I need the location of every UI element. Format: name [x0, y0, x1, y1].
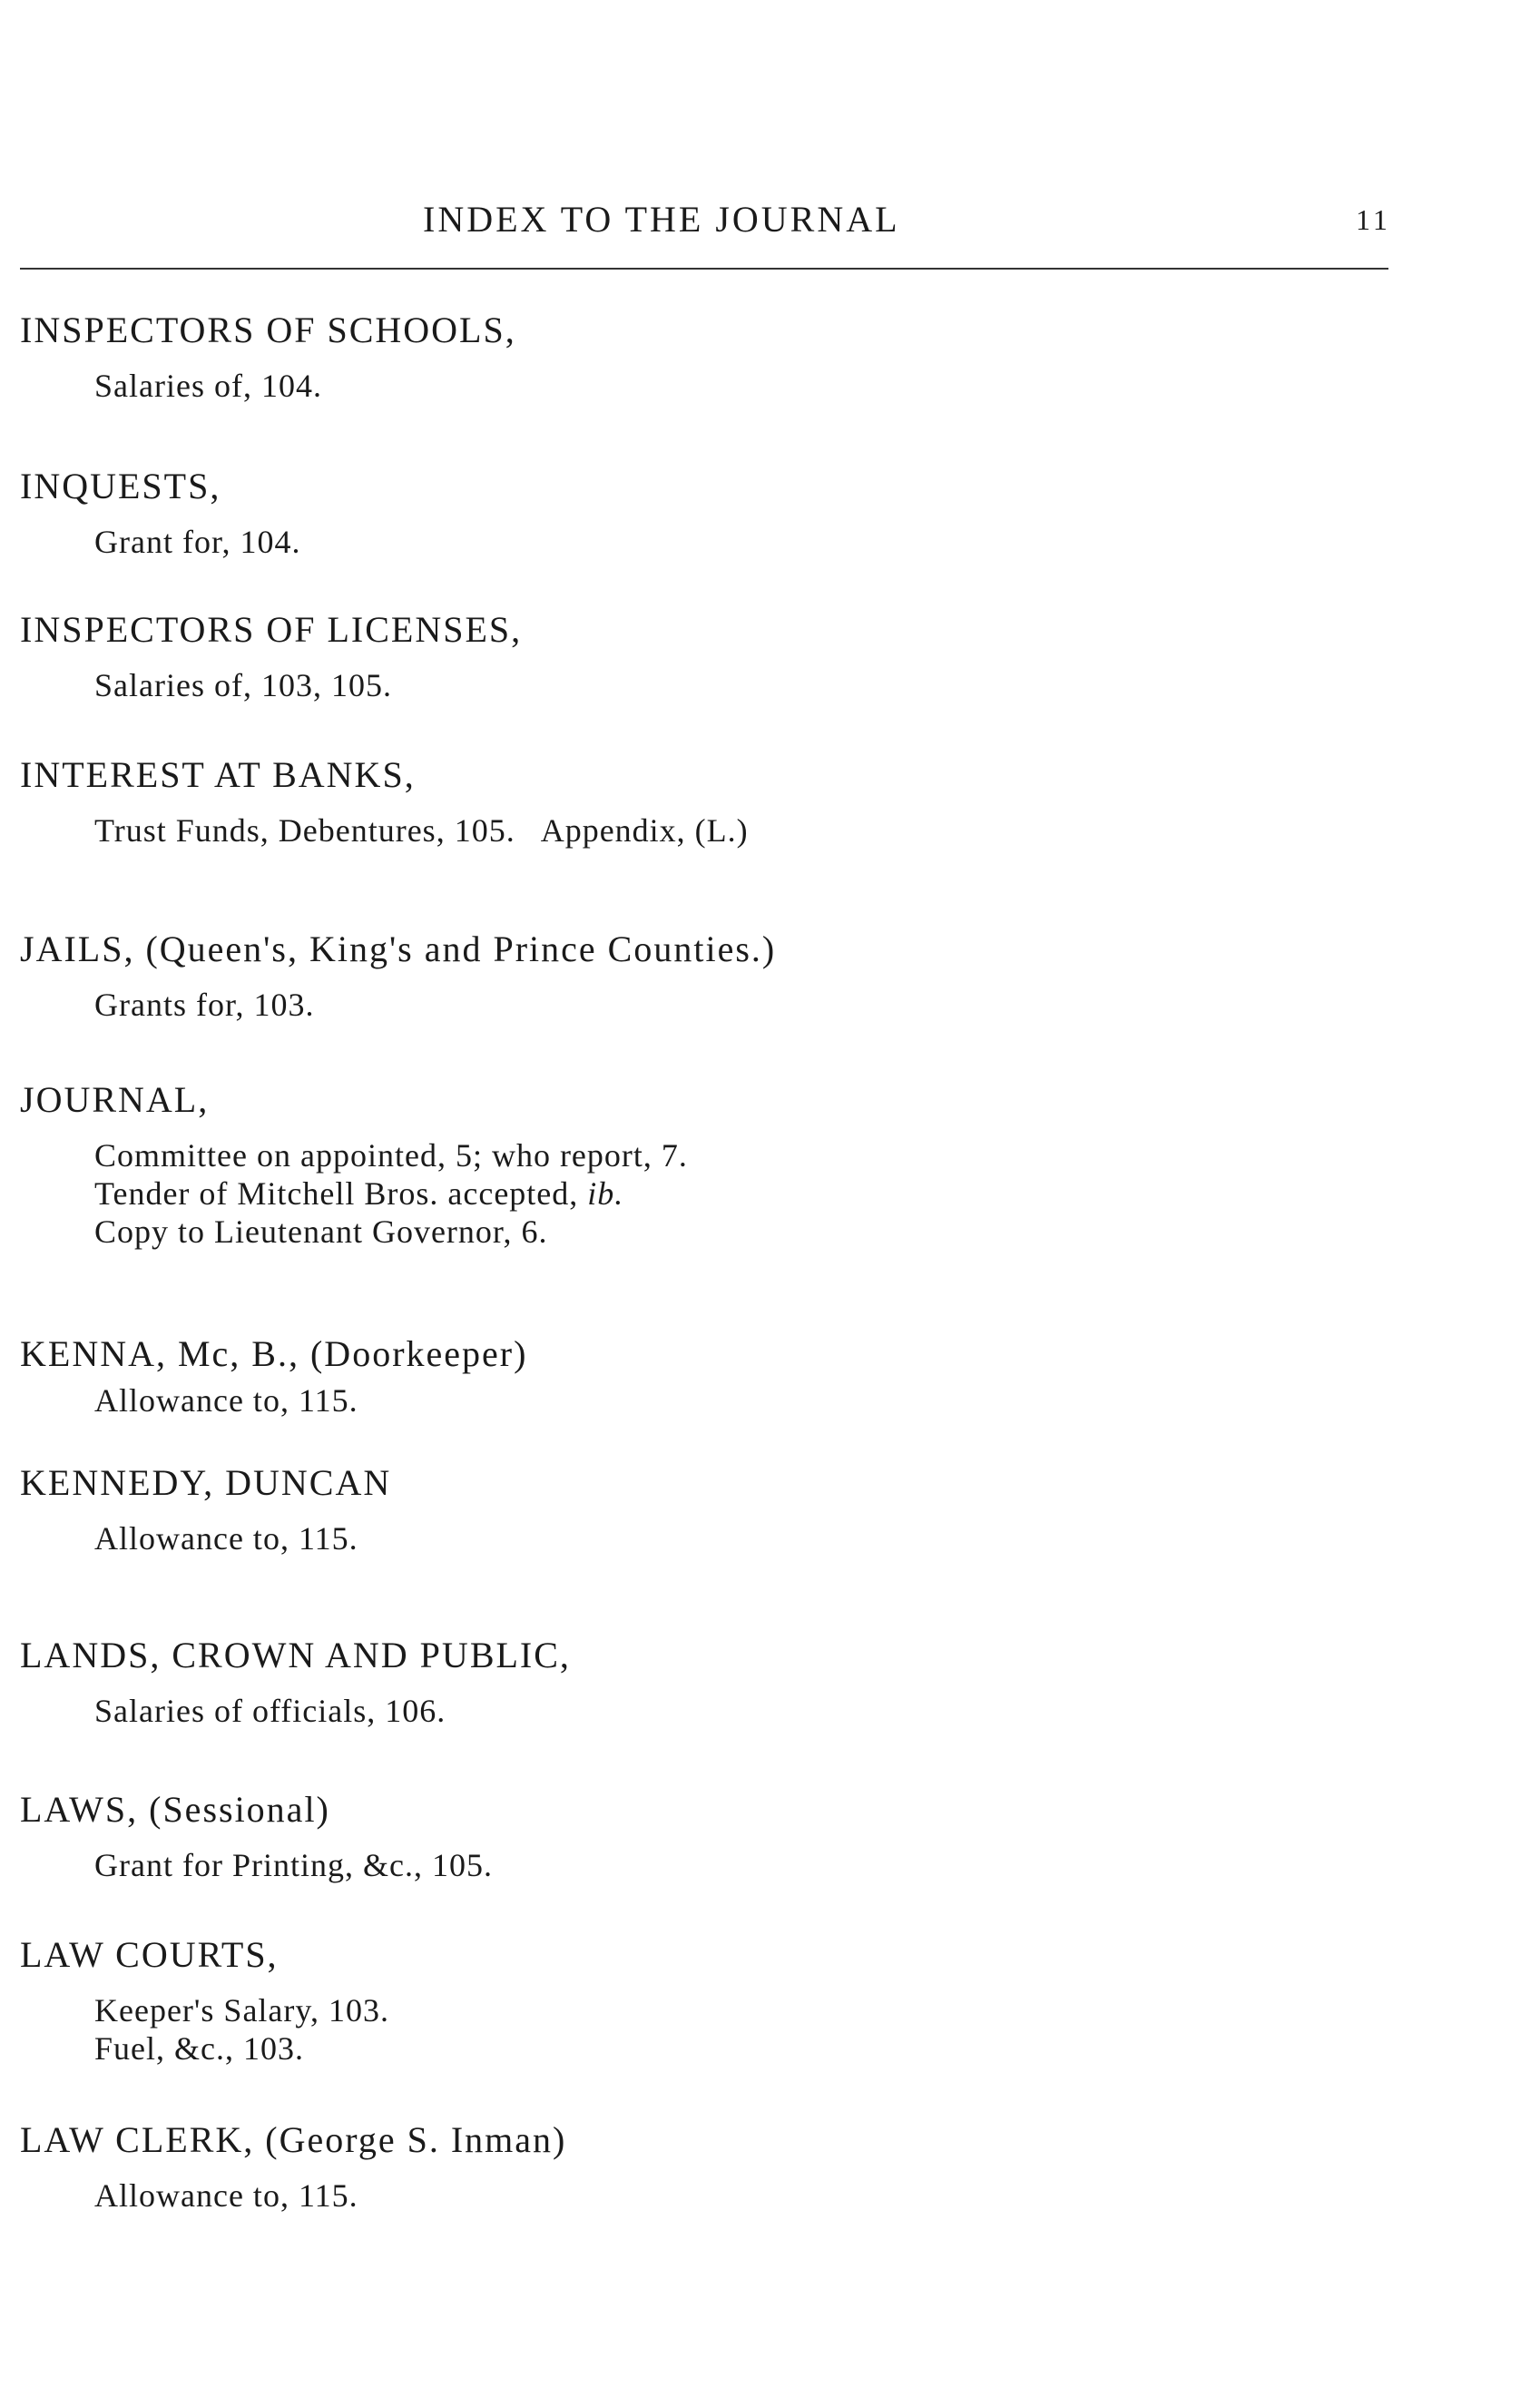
subentry-text: Tender of Mitchell Bros. accepted, [94, 1175, 579, 1212]
index-entry [20, 753, 1381, 850]
index-entry [20, 2118, 1381, 2215]
index-entry [20, 1933, 1381, 2068]
entry-subentry: Grant for, 104. [94, 524, 301, 560]
entry-subentries [20, 1846, 1381, 1884]
entry-heading: JAILS, (Queen's, King's and Prince Counties.) [20, 928, 777, 969]
entry-subentry: Grant for Printing, &c., 105. [94, 1847, 493, 1883]
entry-subentries [20, 1519, 1381, 1557]
entry-subentry: Salaries of, 104. [94, 368, 322, 404]
entry-subentry: Allowance to, 115. [94, 1382, 358, 1419]
entry-heading: INQUESTS, [20, 466, 221, 506]
index-entry [20, 465, 1381, 561]
entry-subentries [20, 1692, 1381, 1730]
index-entry [20, 1078, 1381, 1251]
entry-subentry: Allowance to, 115. [94, 1520, 358, 1557]
entry-heading: LANDS, CROWN AND PUBLIC, [20, 1635, 571, 1675]
entry-heading: JOURNAL, [20, 1079, 210, 1120]
index-entry [20, 928, 1381, 1024]
entry-subentries [20, 1381, 1381, 1420]
entry-subentries [20, 666, 1381, 704]
entry-subentry: Allowance to, 115. [94, 2177, 358, 2214]
entry-heading: LAW COURTS, [20, 1934, 279, 1975]
entry-subentries [20, 1991, 1381, 2068]
index-entry [20, 309, 1381, 405]
index-entry [20, 1332, 1381, 1420]
entry-subentries [20, 367, 1381, 405]
entry-subentry: Trust Funds, Debentures, 105. Appendix, (L.) [94, 812, 749, 849]
page-number: 11 [1356, 203, 1391, 236]
entry-subentry [94, 1174, 1381, 1213]
entry-subentry: Fuel, &c., 103. [94, 2030, 304, 2067]
entry-heading: INTEREST AT BANKS, [20, 754, 416, 795]
entry-heading: KENNEDY, DUNCAN [20, 1462, 392, 1503]
entry-subentry: Salaries of officials, 106. [94, 1693, 446, 1729]
entry-heading: LAW CLERK, (George S. Inman) [20, 2119, 567, 2160]
entry-heading: INSPECTORS OF LICENSES, [20, 609, 523, 650]
subentry-italic-ref: ib. [587, 1175, 624, 1212]
entry-subentry: Keeper's Salary, 103. [94, 1992, 390, 2029]
entry-subentries [20, 986, 1381, 1024]
entry-subentry: Copy to Lieutenant Governor, 6. [94, 1213, 548, 1250]
entry-heading: INSPECTORS OF SCHOOLS, [20, 309, 516, 350]
entry-subentry: Salaries of, 103, 105. [94, 667, 392, 703]
entry-subentry: Committee on appointed, 5; who report, 7. [94, 1137, 688, 1174]
index-entry [20, 608, 1381, 704]
entry-subentries [20, 811, 1381, 850]
index-entry [20, 1634, 1381, 1730]
entry-subentries [20, 523, 1381, 561]
entry-subentries [20, 2176, 1381, 2215]
entry-subentry: Grants for, 103. [94, 987, 315, 1023]
entry-subentries [20, 1136, 1381, 1251]
index-entry [20, 1788, 1381, 1884]
entry-heading: LAWS, (Sessional) [20, 1789, 330, 1830]
entry-heading: KENNA, Mc, B., (Doorkeeper) [20, 1333, 528, 1374]
running-title: INDEX TO THE JOURNAL [423, 199, 900, 240]
index-entry [20, 1461, 1381, 1557]
